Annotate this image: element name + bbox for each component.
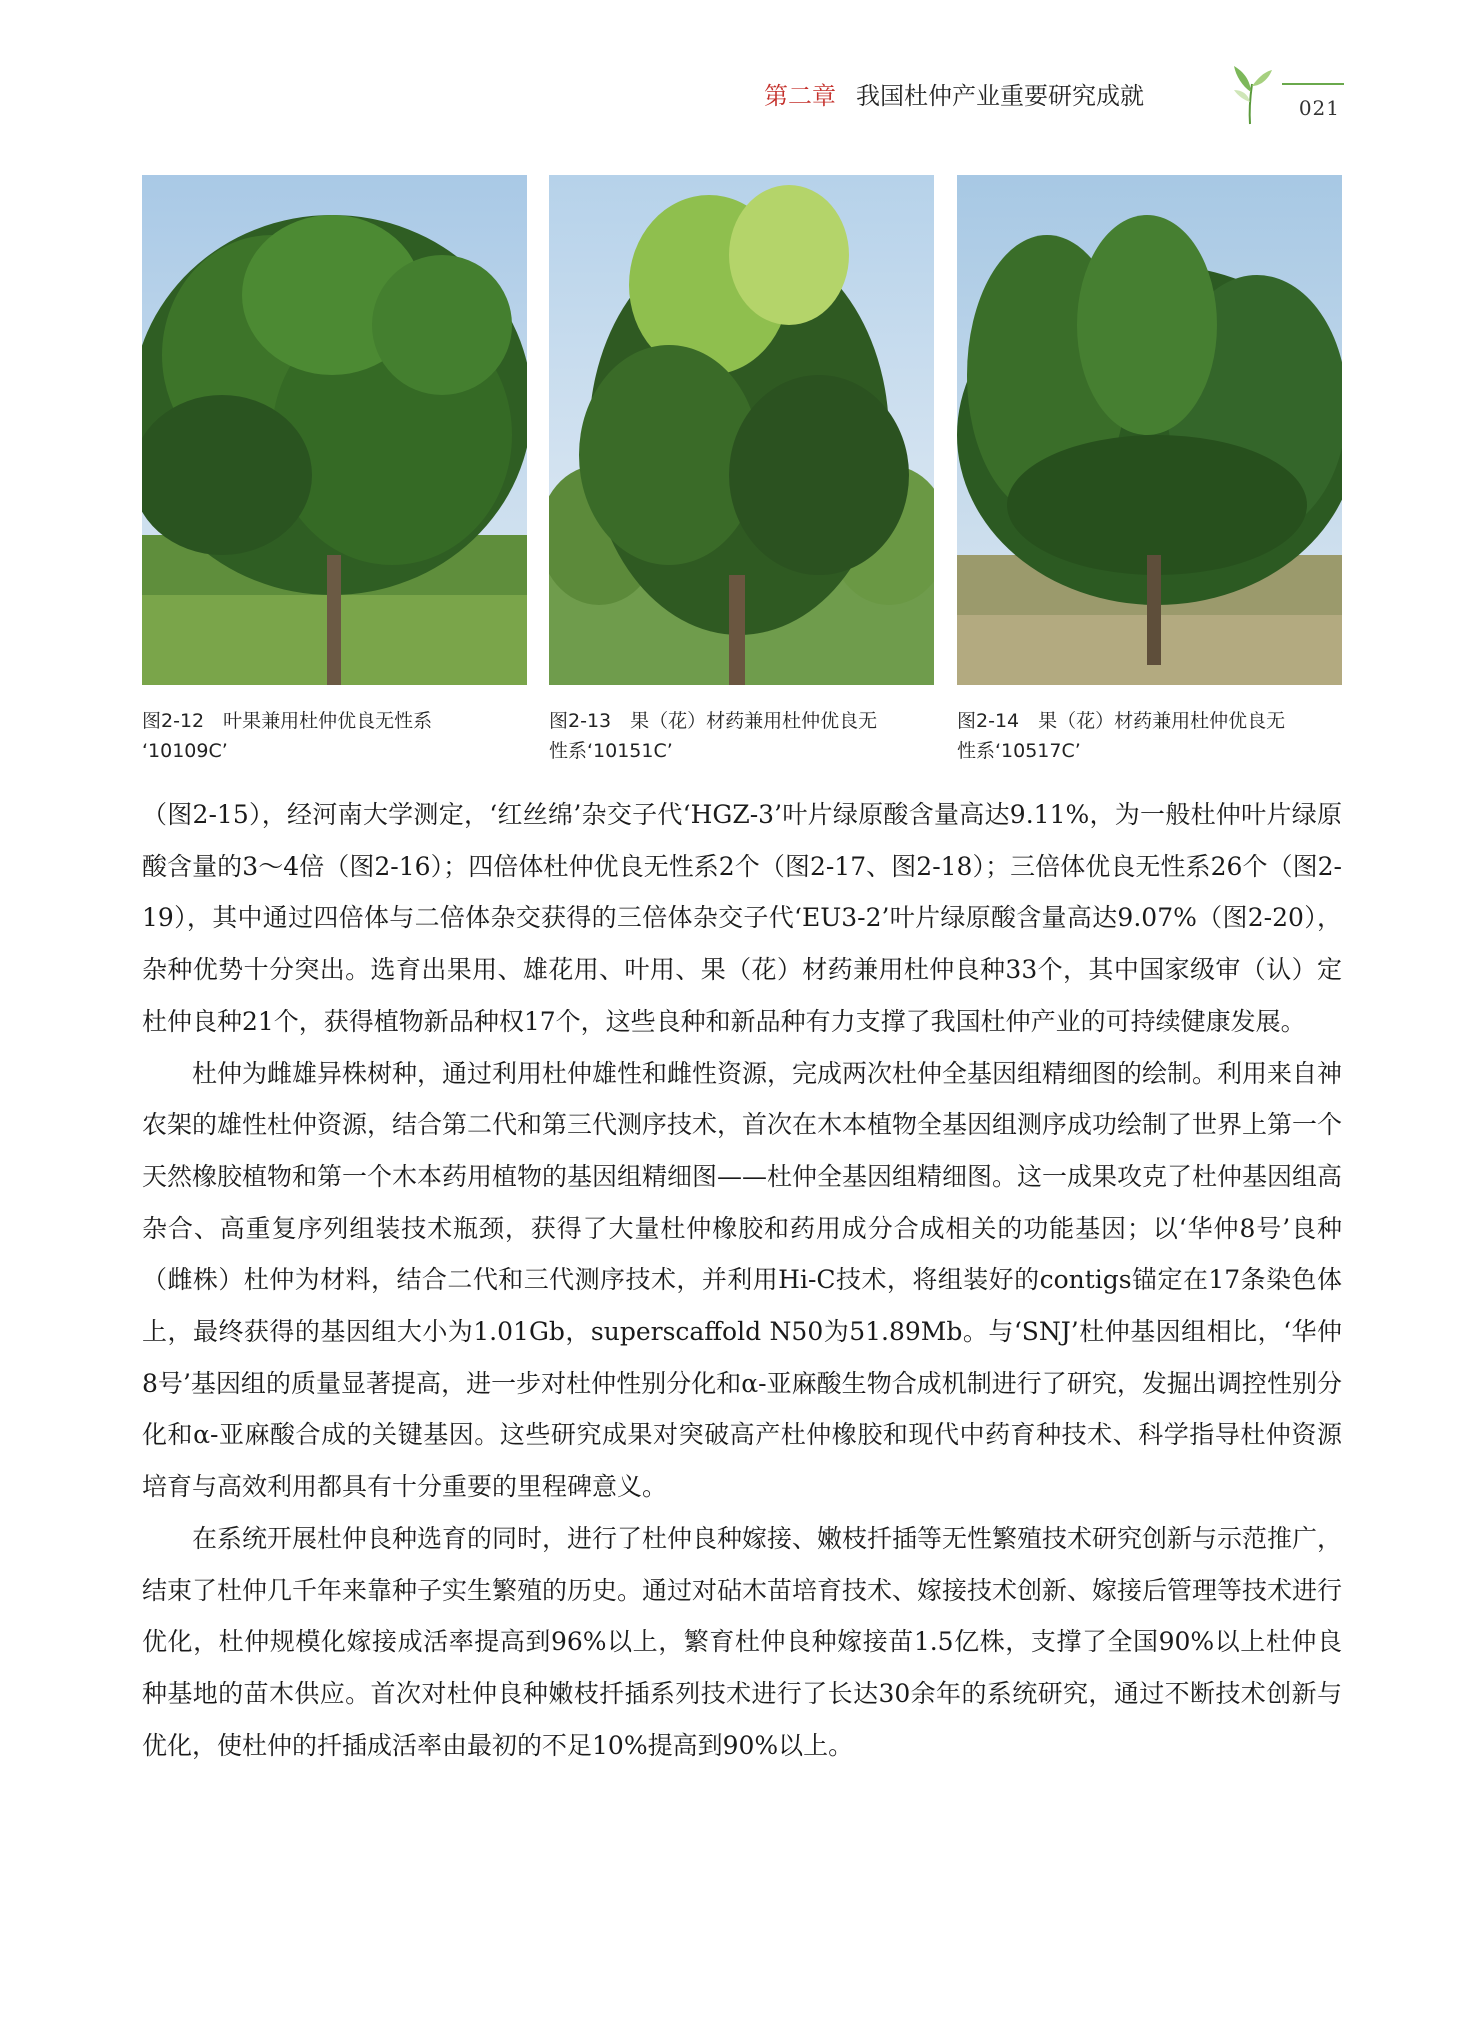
figure-caption xyxy=(957,706,1347,766)
sprout-icon xyxy=(1222,62,1278,126)
caption-line: ‘10109C’ xyxy=(142,740,228,762)
tree-photo-10109c xyxy=(142,175,527,685)
chapter-number: 第二章 xyxy=(764,82,836,110)
tree-photo-10517c xyxy=(957,175,1342,685)
header-rule xyxy=(1282,83,1344,85)
caption-line: 性系‘10517C’ xyxy=(957,740,1081,762)
page-number: 021 xyxy=(1298,96,1340,120)
running-header xyxy=(744,62,1344,122)
caption-line: 性系‘10151C’ xyxy=(549,740,673,762)
tree-photo-10151c xyxy=(549,175,934,685)
caption-line: 图2-14 果（花）材药兼用杜仲优良无 xyxy=(957,710,1286,732)
caption-line: 图2-12 叶果兼用杜仲优良无性系 xyxy=(142,710,433,732)
body-text xyxy=(142,789,1342,1771)
chapter-heading xyxy=(764,76,1144,111)
paragraph: 在系统开展杜仲良种选育的同时，进行了杜仲良种嫁接、嫩枝扦插等无性繁殖技术研究创新与示范推广，结束了杜仲几千年来靠种子实生繁殖的历史。通过对砧木苗培育技术、嫁接技术创新、嫁接后管理等技术进行优化，杜仲规模化嫁接成活率提高到96%以上，繁育杜仲良种嫁接苗1.5亿株，支撑了全国90%以上杜仲良种基地的苗木供应。首次对杜仲良种嫩枝扦插系列技术进行了长达30余年的系统研究，通过不断技术创新与优化，使杜仲的扦插成活率由最初的不足10%提高到90%以上。 xyxy=(142,1523,1343,1760)
paragraph: 杜仲为雌雄异株树种，通过利用杜仲雄性和雌性资源，完成两次杜仲全基因组精细图的绘制。利用来自神农架的雄性杜仲资源，结合第二代和第三代测序技术，首次在木本植物全基因组测序成功绘制了世界上第一个天然橡胶植物和第一个木本药用植物的基因组精细图——杜仲全基因组精细图。这一成果攻克了杜仲基因组高杂合、高重复序列组装技术瓶颈，获得了大量杜仲橡胶和药用成分合成相关的功能基因；以‘华仲8号’良种（雌株）杜仲为材料，结合二代和三代测序技术，并利用Hi-C技术，将组装好的contigs锚定在17条染色体上，最终获得的基因组大小为1.01Gb，superscaffold N50为51.89Mb。与‘SNJ’杜仲基因组相比，‘华仲8号’基因组的质量显著提高，进一步对杜仲性别分化和α-亚麻酸生物合成机制进行了研究，发掘出调控性别分化和α-亚麻酸合成的关键基因。这些研究成果对突破高产杜仲橡胶和现代中药育种技术、科学指导杜仲资源培育与高效利用都具有十分重要的里程碑意义。 xyxy=(142,1058,1343,1502)
chapter-title: 我国杜仲产业重要研究成就 xyxy=(856,82,1144,110)
figure-caption xyxy=(142,706,532,766)
paragraph: （图2-15），经河南大学测定，‘红丝绵’杂交子代‘HGZ-3’叶片绿原酸含量高达9.11%，为一般杜仲叶片绿原酸含量的3～4倍（图2-16）；四倍体杜仲优良无性系2个（图2-17、图2-18）；三倍体优良无性系26个（图2-19），其中通过四倍体与二倍体杂交获得的三倍体杂交子代‘EU3-2’叶片绿原酸含量高达9.07%（图2-20），杂种优势十分突出。选育出果用、雄花用、叶用、果（花）材药兼用杜仲良种33个，其中国家级审（认）定杜仲良种21个，获得植物新品种权17个，这些良种和新品种有力支撑了我国杜仲产业的可持续健康发展。 xyxy=(142,800,1342,1036)
figure-caption xyxy=(549,706,939,766)
caption-line: 图2-13 果（花）材药兼用杜仲优良无 xyxy=(549,710,878,732)
